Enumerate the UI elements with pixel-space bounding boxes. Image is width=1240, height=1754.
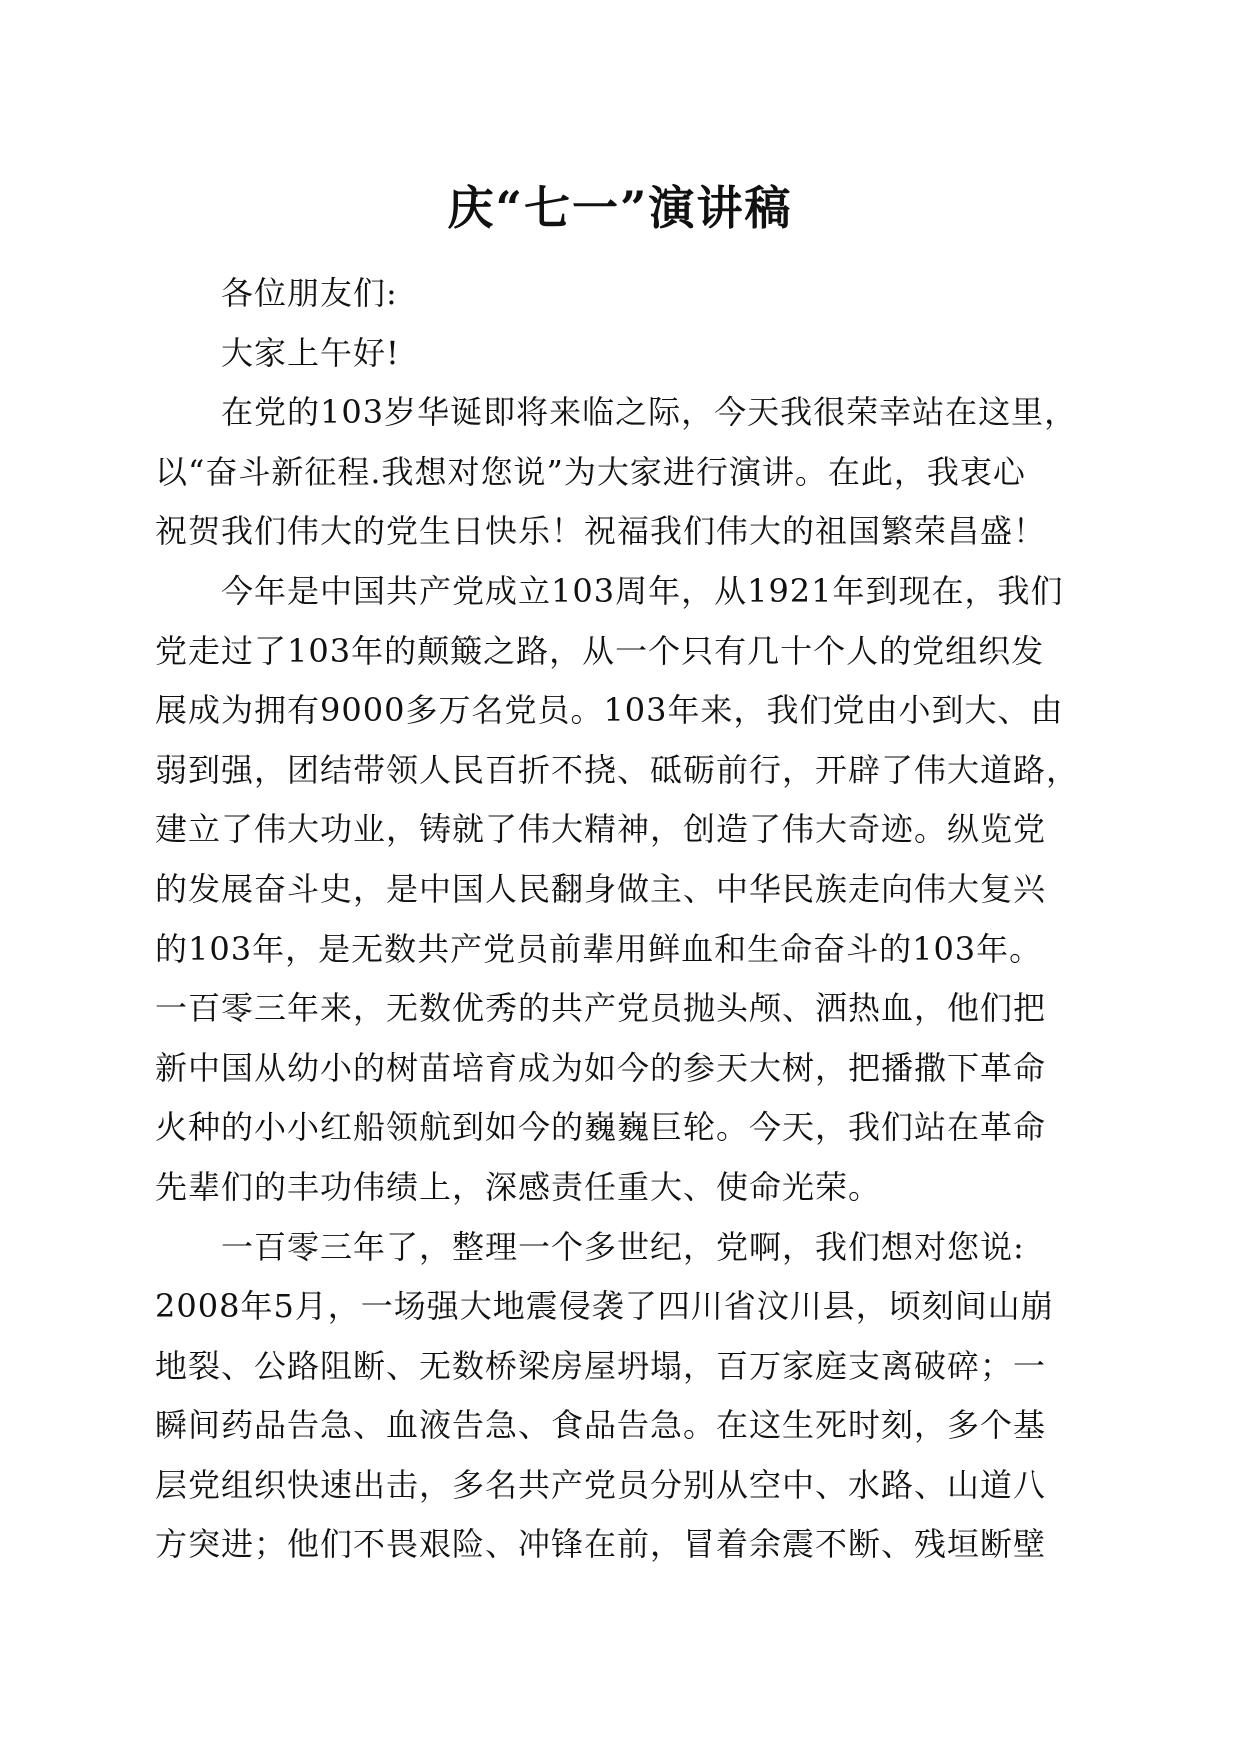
- text-line: 瞬间药品告急、血液告急、食品告急。在这生死时刻，多个基: [155, 1406, 1047, 1445]
- text-line: 祝贺我们伟大的党生日快乐！祝福我们伟大的祖国繁荣昌盛！: [155, 512, 1047, 551]
- text-line: 在党的103岁华诞即将来临之际，今天我很荣幸站在这里，: [221, 393, 1078, 432]
- text-line: 先辈们的丰功伟绩上，深感责任重大、使命光荣。: [155, 1167, 882, 1206]
- text-line: 各位朋友们:: [221, 274, 398, 312]
- document-title: 庆“七一”演讲稿: [447, 181, 793, 235]
- text-line: 新中国从幼小的树苗培育成为如今的参天大树，把播撒下革命: [155, 1048, 1047, 1087]
- document-body: [155, 264, 1080, 1575]
- text-line: 的发展奋斗史，是中国人民翻身做主、中华民族走向伟大复兴: [155, 869, 1047, 908]
- text-line: 弱到强，团结带领人民百折不挠、砥砺前行，开辟了伟大道路，: [155, 750, 1080, 789]
- text-line: 的103年，是无数共产党员前辈用鲜血和生命奋斗的103年。: [155, 929, 1043, 968]
- text-line: 以“奋斗新征程.我想对您说”为大家进行演讲。在此，我衷心: [155, 452, 1026, 491]
- text-line: 展成为拥有9000多万名党员。103年来，我们党由小到大、由: [155, 691, 1064, 730]
- text-line: 今年是中国共产党成立103周年，从1921年到现在，我们: [221, 571, 1064, 610]
- text-line: 大家上午好!: [221, 333, 400, 372]
- text-line: 层党组织快速出击，多名共产党员分别从空中、水路、山道八: [155, 1465, 1047, 1504]
- text-line: 2008年5月，一场强大地震侵袭了四川省汶川县，顷刻间山崩: [155, 1287, 1054, 1326]
- text-line: 一百零三年来，无数优秀的共产党员抛头颅、洒热血，他们把: [155, 989, 1047, 1028]
- text-line: 方突进；他们不畏艰险、冲锋在前，冒着余震不断、残垣断壁: [155, 1525, 1047, 1564]
- text-line: 火种的小小红船领航到如今的巍巍巨轮。今天，我们站在革命: [155, 1108, 1047, 1147]
- text-line: 地裂、公路阻断、无数桥梁房屋坍塌，百万家庭支离破碎；一: [155, 1346, 1047, 1385]
- text-line: 一百零三年了，整理一个多世纪，党啊，我们想对您说:: [221, 1227, 1025, 1266]
- text-line: 党走过了103年的颠簸之路，从一个只有几十个人的党组织发: [155, 631, 1045, 670]
- text-line: 建立了伟大功业，铸就了伟大精神，创造了伟大奇迹。纵览党: [155, 810, 1047, 849]
